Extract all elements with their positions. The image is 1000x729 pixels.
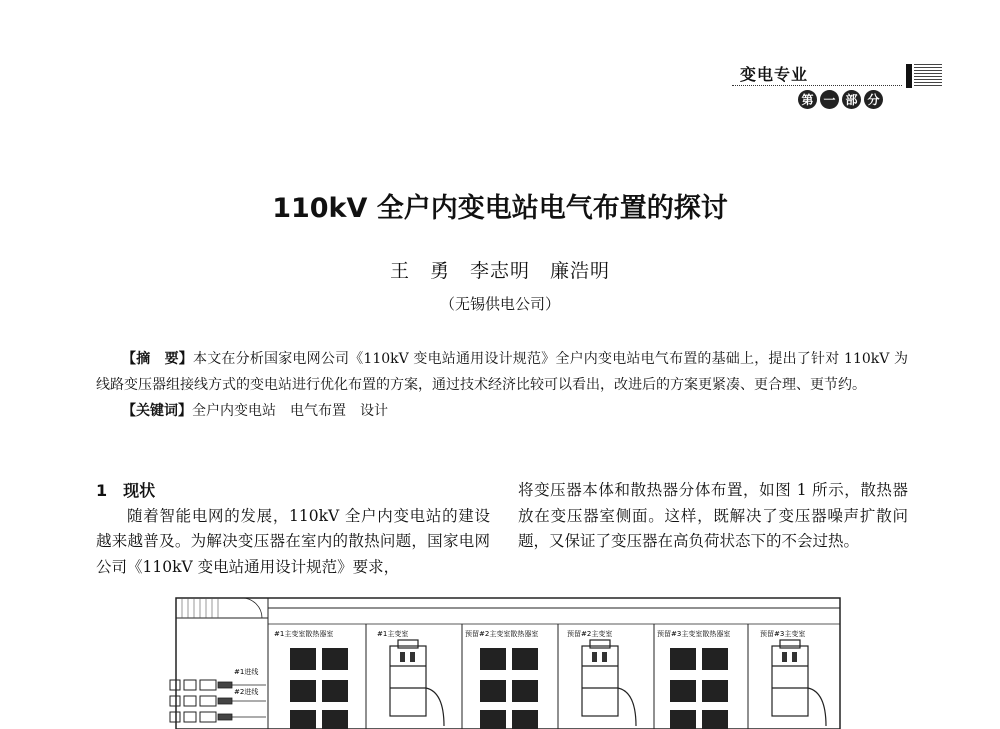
paper-authors: 王 勇 李志明 廉浩明 — [389, 260, 610, 282]
switchgear-rows — [170, 680, 216, 722]
keyword-item: 电气布置 — [290, 403, 346, 419]
room-label: 预留#2主变室 — [567, 630, 613, 638]
section-part-char: 一 — [820, 90, 839, 109]
keywords-label: 【关键词】 — [122, 403, 192, 419]
keyword-item: 设计 — [360, 403, 388, 419]
room-label: 预留#3主变室 — [760, 630, 806, 638]
line-label: #2进线 — [234, 688, 259, 696]
paper-affiliation: （无锡供电公司） — [439, 295, 560, 313]
body-paragraph: 将变压器本体和散热器分体布置，如图 1 所示，散热器放在变压器室侧面。这样，既解决了变压器噪声扩散问题，又保证了变压器在高负荷状态下的不会过热。 — [518, 481, 908, 550]
paper-title: 110kV 全户内变电站电气布置的探讨 — [272, 193, 728, 224]
body-paragraph: 随着智能电网的发展，110kV 全户内变电站的建设越来越普及。为解决变压器在室内的散热问题，国家电网公司《110kV 变电站通用设计规范》要求， — [96, 506, 490, 576]
room-label: 预留#2主变室散热器室 — [465, 630, 539, 638]
stair-lines — [182, 598, 218, 618]
section-part-char: 分 — [864, 90, 883, 109]
room-label: #1主变室散热器室 — [274, 630, 334, 638]
keyword-item: 全户内变电站 — [192, 403, 276, 419]
section-heading: 1 现状 — [96, 481, 156, 500]
transformer-units — [390, 640, 826, 726]
transformer-bushings — [400, 652, 797, 662]
header-stripes — [914, 64, 942, 86]
running-header — [728, 58, 950, 112]
section-part-char: 部 — [842, 90, 861, 109]
section-part — [798, 90, 883, 109]
line-label: #1进线 — [234, 668, 259, 676]
abstract-text: 本文在分析国家电网公司《110kV 变电站通用设计规范》全户内变电站电气布置的基础上，提出了针对 110kV 为线路变压器组接线方式的变电站进行优化布置的方案，通过技术经济比较可以看出，改进后的方案更紧凑、更合理、更节约。 — [96, 351, 909, 393]
body-column-right — [518, 478, 908, 555]
room-label: #1主变室 — [377, 630, 409, 638]
header-bar — [906, 64, 912, 88]
door-arc — [242, 598, 262, 618]
body-column-left — [96, 478, 490, 580]
header-rule — [732, 85, 902, 86]
abstract-block — [96, 346, 908, 424]
stair-block — [176, 598, 268, 618]
section-title: 变电专业 — [740, 65, 809, 84]
building-outline — [176, 598, 840, 729]
abstract-paragraph — [96, 346, 908, 398]
section-part-char: 第 — [798, 90, 817, 109]
layout-figure — [162, 596, 842, 729]
keywords-line — [122, 398, 908, 424]
room-label: 预留#3主变室散热器室 — [657, 630, 731, 638]
radiator-blocks — [290, 648, 728, 729]
abstract-label: 【摘 要】 — [122, 351, 194, 367]
